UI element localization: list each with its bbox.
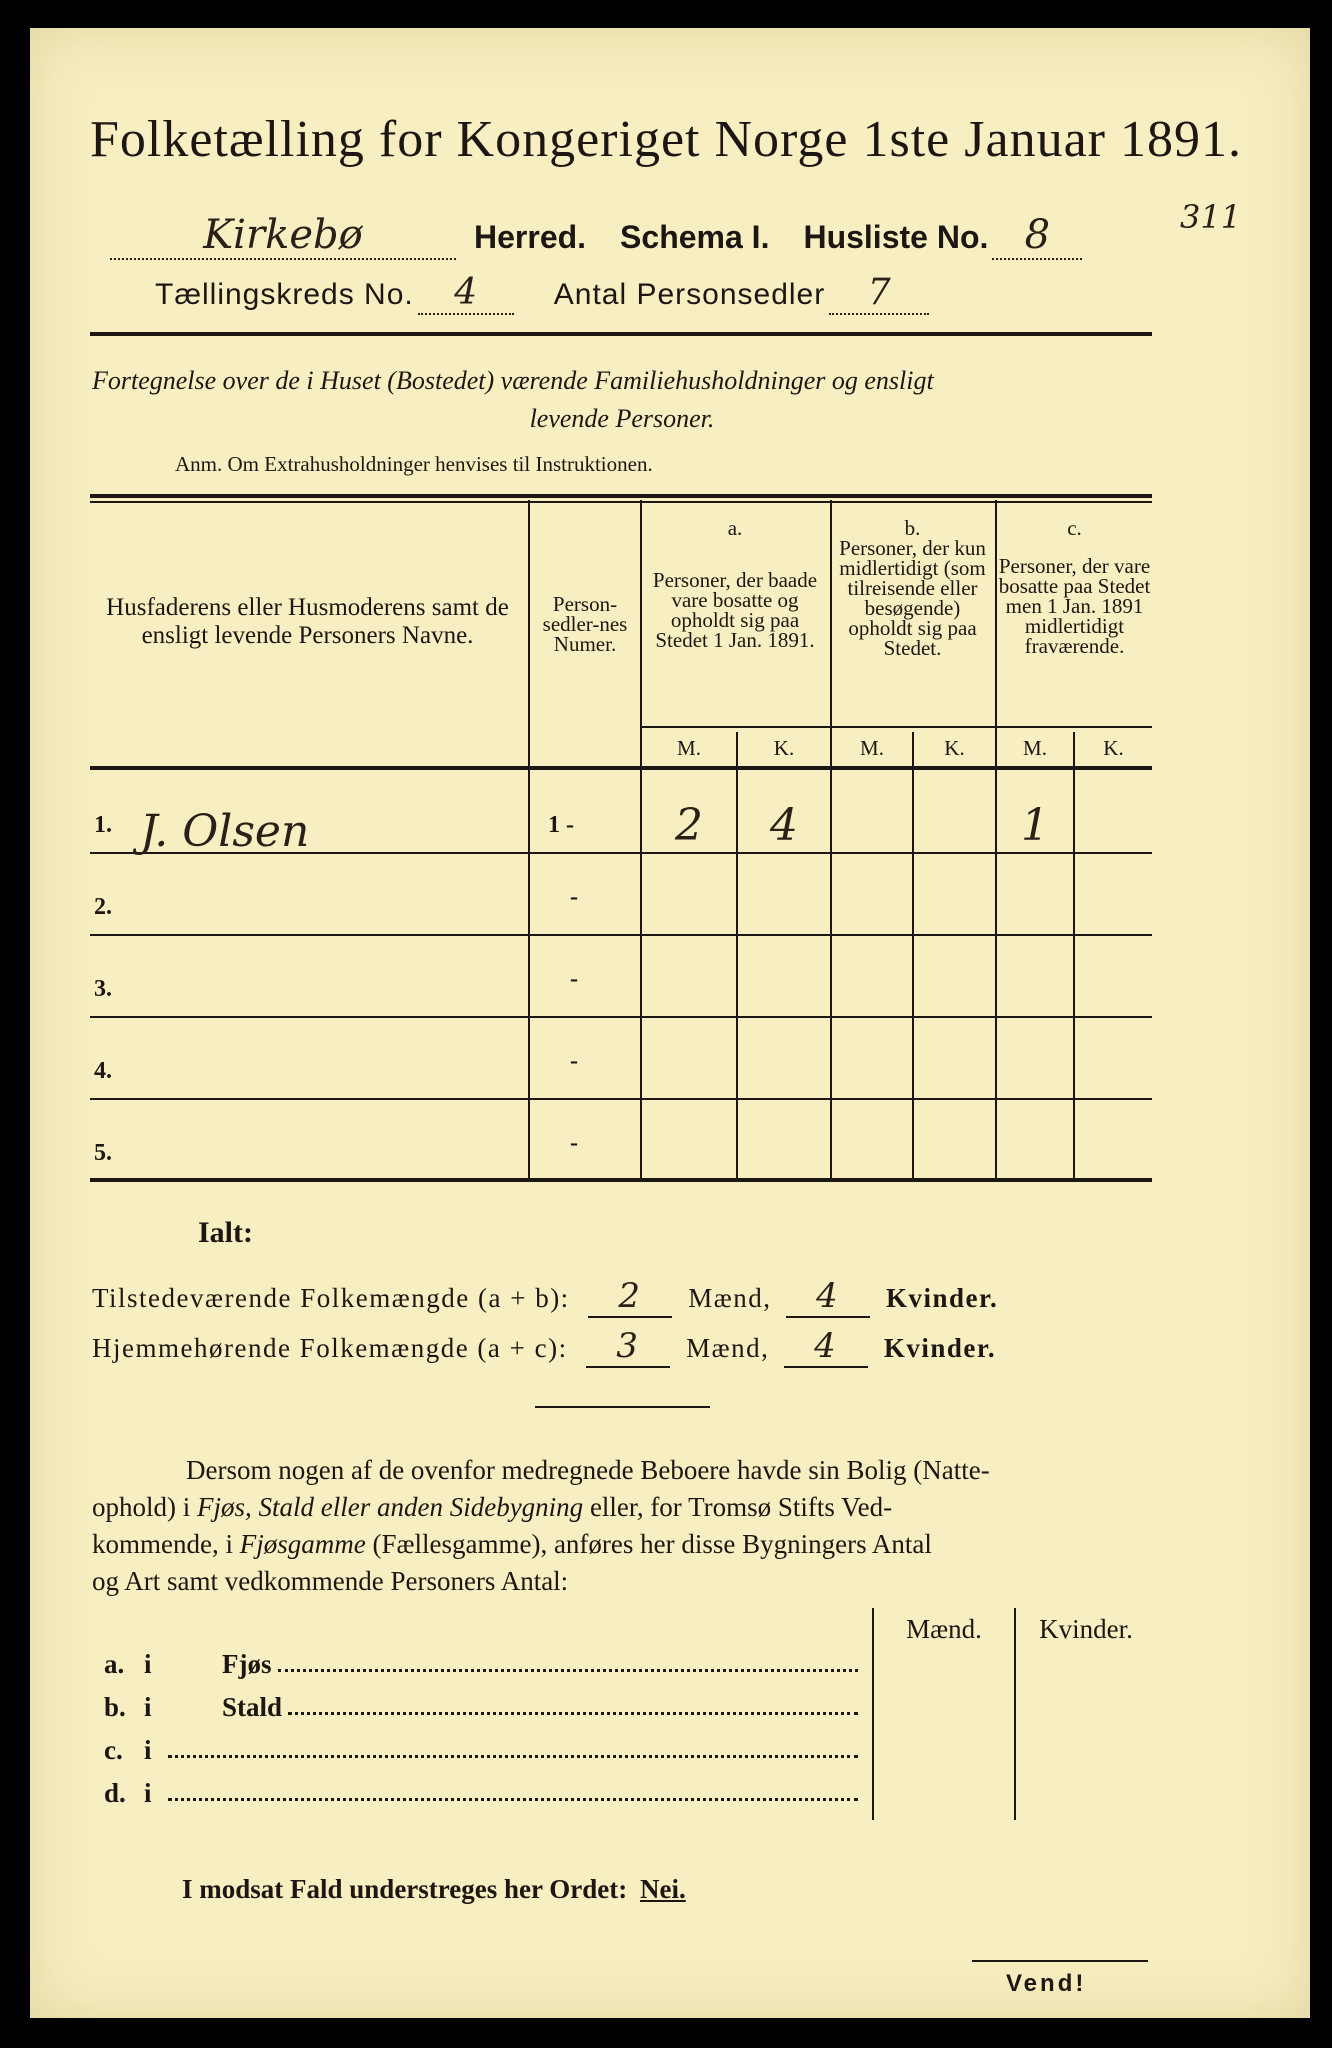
tilstede-kvinder-word: Kvinder. [885,1283,999,1313]
intro-line-1: Fortegnelse over de i Huset (Bostedet) værende Familiehusholdninger og ensligt [92,366,934,395]
row-5-numer: - [570,1130,578,1156]
para-3-a: kommende, i [92,1529,240,1559]
taellingskreds-value: 4 [418,272,514,315]
outbuildings-maend-header: Mænd. [906,1614,982,1644]
outbuilding-row-b [104,1692,864,1723]
ialt-label: Ialt: [198,1216,253,1249]
col-c-letter: c. [1067,516,1082,540]
row-b-prep: i [144,1692,152,1722]
modsat-text: I modsat Fald understreges her Ordet: [182,1874,628,1904]
intro-line-2: levende Personer. [529,404,715,433]
col-b-header: Personer, der kun midlertidigt (som tilreisende eller besøgende) opholdt sig paa Stedet. [839,536,986,660]
row-d-letter: d. [104,1778,126,1808]
col-b-letter: b. [904,516,921,540]
husliste-value: 8 [992,212,1082,260]
tilstede-maend: 2 [588,1276,672,1318]
taellingskreds-label: Tællingskreds No. [155,278,414,311]
col-names-header: Husfaderens eller Husmoderens samt de ensligt levende Personers Navne. [106,594,509,649]
row-1-number: 1. [94,812,112,838]
row-1-numer: 1 - [548,812,574,838]
row-a-label: Fjøs [222,1649,272,1679]
col-b-m: M. [860,736,884,760]
outbuildings-para-2 [92,1489,892,1526]
hjemme-maend-word: Mænd, [686,1333,770,1363]
form-title: Folketælling for Kongeriget Norge 1ste Januar 1891. [90,111,1242,168]
row-c-prep: i [144,1735,152,1765]
outbuilding-row-c [104,1735,864,1766]
herred-label: Herred. [474,219,587,255]
table-header-rule [90,766,1152,770]
header-divider [90,332,1152,336]
modsat-line [182,1874,686,1905]
col-c-m: M. [1023,736,1047,760]
row-a-prep: i [144,1649,152,1679]
row-3-numer: - [570,966,578,992]
husliste-label: Husliste No. [803,219,989,255]
col-c-k: K. [1103,736,1124,760]
col-a-letter: a. [727,516,743,540]
para-3-b: Fjøsgamme [239,1529,366,1559]
tilstede-label: Tilstedeværende Folkemængde (a + b): [92,1283,570,1313]
antal-label: Antal Personsedler [553,278,826,311]
nei-word[interactable]: Nei. [639,1874,686,1904]
row-d-prep: i [144,1778,152,1808]
taellingskreds-line [155,272,1115,322]
schema-label: Schema I. [620,219,770,255]
col-a-m: M. [677,736,701,760]
table-top-rule [90,494,1152,498]
row-2-number: 2. [94,894,112,920]
herred-value: Kirkebø [110,212,456,260]
para-2-b: Fjøs, Stald eller anden Sidebygning [197,1492,584,1522]
hjemme-line [92,1326,996,1368]
table-bottom-rule [90,1178,1152,1182]
herred-line [110,212,1150,262]
row-1-a-k: 4 [770,800,798,851]
row-b-label: Stald [222,1692,283,1722]
col-a-k: K. [773,736,795,760]
row-1-a-m: 2 [675,800,703,851]
col-b-k: K. [944,736,965,760]
col-a-header: Personer, der baade vare bosatte og opholdt sig paa Stedet 1 Jan. 1891. [652,568,818,652]
section-divider [535,1406,710,1408]
row-1-c-m: 1 [1021,800,1049,851]
corner-note: 311 [1180,198,1242,236]
row-1-name: J. Olsen [140,806,310,857]
antal-value: 7 [829,272,929,315]
para-3-c: (Fællesgamme), anføres her disse Bygningers Antal [365,1529,932,1559]
para-2-a: ophold) i [92,1492,197,1522]
outbuildings-kvinder-header: Kvinder. [1039,1614,1133,1644]
row-2-numer: - [570,884,578,910]
row-5-number: 5. [94,1140,112,1166]
row-b-letter: b. [104,1692,126,1722]
para-2-c: eller, for Tromsø Stifts Ved- [583,1492,893,1522]
vend-label: Vend! [1006,1970,1087,1997]
row-c-letter: c. [104,1735,123,1765]
row-a-letter: a. [104,1649,125,1679]
col-c-header: Personer, der vare bosatte paa Stedet men 1 Jan. 1891 midlertidigt fraværende. [998,554,1151,658]
anm-note: Anm. Om Extrahusholdninger henvises til Instruktionen. [175,452,653,476]
hjemme-kvinder: 4 [784,1326,868,1368]
outbuilding-row-a [104,1649,864,1680]
col-numer-header: Person-sedler-nes Numer. [542,592,628,656]
tilstede-kvinder: 4 [786,1276,870,1318]
outbuildings-para-3 [92,1526,932,1563]
row-3-number: 3. [94,976,112,1002]
hjemme-label: Hjemmehørende Folkemængde (a + c): [92,1333,568,1363]
outbuildings-para-1: Dersom nogen af de ovenfor medregnede Beboere havde sin Bolig (Natte- [186,1455,990,1485]
row-4-numer: - [570,1048,578,1074]
hjemme-maend: 3 [586,1326,670,1368]
tilstede-line [92,1276,998,1318]
tilstede-maend-word: Mænd, [688,1283,772,1313]
outbuildings-para-4: og Art samt vedkommende Personers Antal: [92,1566,569,1596]
outbuilding-row-d [104,1778,864,1809]
hjemme-kvinder-word: Kvinder. [883,1333,997,1363]
row-4-number: 4. [94,1058,112,1084]
